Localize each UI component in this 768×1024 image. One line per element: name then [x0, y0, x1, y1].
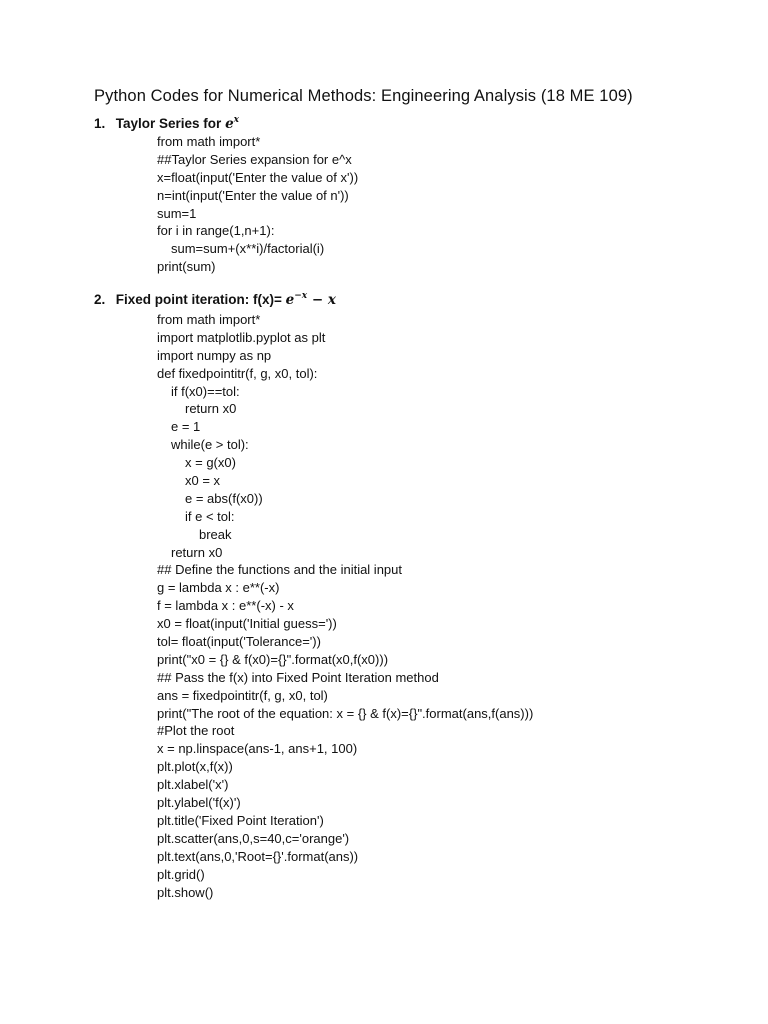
code-line: def fixedpointitr(f, g, x0, tol):	[157, 365, 318, 381]
code-line: print("x0 = {} & f(x0)={}".format(x0,f(x0)))	[157, 651, 389, 667]
code-line: ans = fixedpointitr(f, g, x0, tol)	[157, 687, 328, 703]
section-heading-taylor-series	[94, 116, 239, 132]
code-line: n=int(input('Enter the value of n'))	[157, 187, 349, 203]
code-line: #Plot the root	[157, 723, 235, 739]
heading-math-expression	[286, 292, 336, 308]
code-line: sum=1	[157, 205, 197, 221]
math-superscript: −x	[294, 291, 308, 301]
code-line: ##Taylor Series expansion for e^x	[157, 151, 352, 167]
code-line: from math import*	[157, 312, 261, 327]
code-line: if e < tol:	[185, 508, 235, 524]
code-line: sum=sum+(x**i)/factorial(i)	[171, 241, 325, 257]
section-heading-fixed-point-iteration	[94, 292, 336, 308]
code-line: x0 = x	[185, 473, 221, 489]
code-line: g = lambda x : e**(-x)	[157, 580, 280, 596]
math-tail: − x	[307, 292, 336, 308]
code-line: import matplotlib.pyplot as plt	[157, 329, 326, 345]
code-line: from math import*	[157, 134, 261, 149]
section-number: 2.	[94, 292, 106, 307]
code-line: while(e > tol):	[171, 437, 249, 453]
code-line: ## Pass the f(x) into Fixed Point Iteration method	[157, 669, 439, 685]
code-line: print("The root of the equation: x = {} & f(x)={}".format(ans,f(ans)))	[157, 705, 534, 721]
code-line: x0 = float(input('Initial guess='))	[157, 616, 337, 632]
section-heading-text: Fixed point iteration: f(x)=	[115, 292, 286, 307]
code-line: plt.grid()	[157, 866, 205, 882]
math-base: e	[225, 116, 234, 132]
page-title: Python Codes for Numerical Methods: Engineering Analysis (18 ME 109)	[94, 87, 633, 105]
code-line: plt.text(ans,0,'Root={}'.format(ans))	[157, 848, 359, 864]
code-line: f = lambda x : e**(-x) - x	[157, 598, 294, 614]
code-line: plt.title('Fixed Point Iteration')	[157, 812, 324, 828]
code-line: plt.scatter(ans,0,s=40,c='orange')	[157, 830, 350, 846]
code-line: ## Define the functions and the initial input	[157, 562, 403, 578]
code-line: if f(x0)==tol:	[171, 383, 240, 399]
code-line: for i in range(1,n+1):	[157, 223, 275, 239]
section-number: 1.	[94, 116, 106, 131]
code-line: return x0	[185, 401, 237, 417]
code-block-taylor-series	[157, 133, 358, 276]
math-base: e	[285, 292, 295, 308]
heading-math-expression	[225, 116, 239, 132]
code-line: tol= float(input('Tolerance='))	[157, 634, 321, 650]
code-line: e = 1	[171, 419, 201, 435]
code-line: x=float(input('Enter the value of x'))	[157, 169, 359, 185]
section-heading-text: Taylor Series for	[115, 116, 226, 131]
code-line: x = np.linspace(ans-1, ans+1, 100)	[157, 741, 358, 757]
code-line: import numpy as np	[157, 347, 272, 363]
code-line: x = g(x0)	[185, 455, 236, 471]
code-block-fixed-point-iteration	[157, 311, 533, 901]
code-line: plt.plot(x,f(x))	[157, 759, 233, 775]
code-line: print(sum)	[157, 259, 216, 275]
code-line: plt.xlabel('x')	[157, 777, 229, 793]
code-line: plt.show()	[157, 884, 214, 900]
code-line: return x0	[171, 544, 223, 560]
code-line: plt.ylabel('f(x)')	[157, 795, 241, 811]
code-line: break	[199, 526, 232, 542]
math-superscript: x	[233, 115, 240, 125]
code-line: e = abs(f(x0))	[185, 490, 263, 506]
